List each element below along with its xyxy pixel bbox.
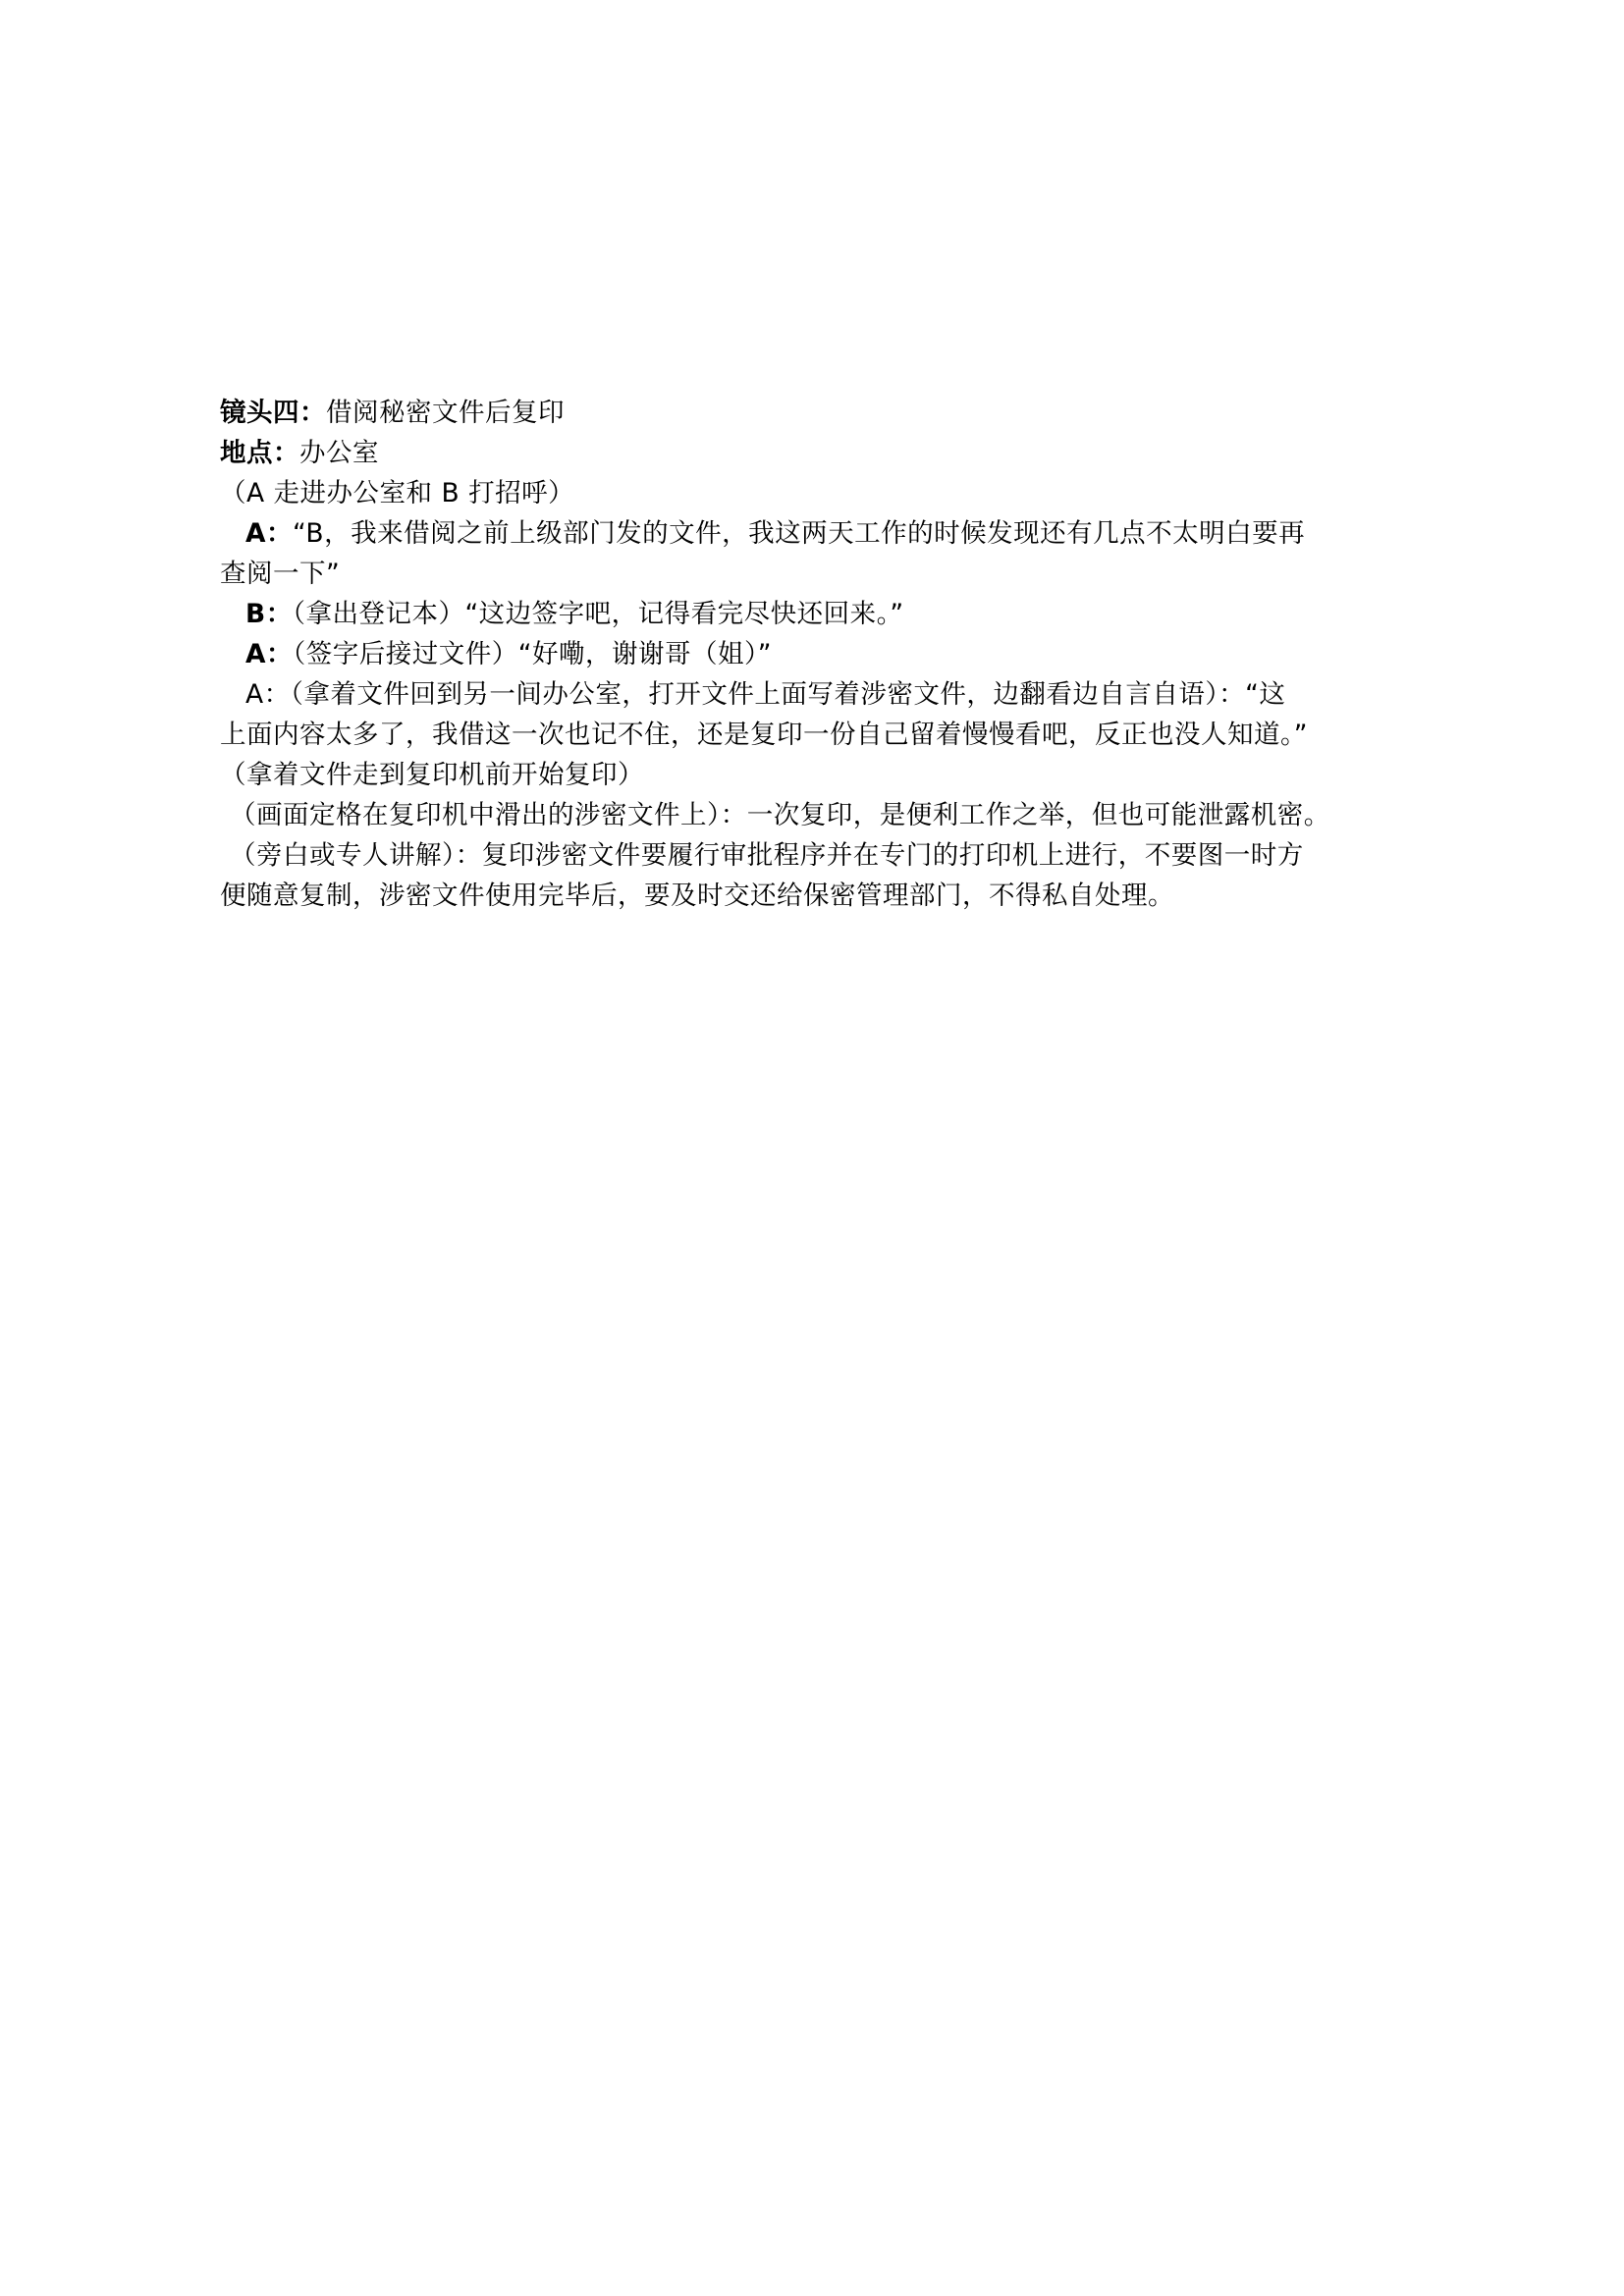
scene-location-text: 办公室 bbox=[299, 438, 379, 468]
scene-title-label: 镜头四： bbox=[220, 398, 326, 428]
dialogue-a-monologue bbox=[220, 674, 1437, 715]
dialogue-b-sign-text: （拿出登记本）“这边签字吧，记得看完尽快还回来。” bbox=[292, 599, 904, 629]
freeze-frame-note: （画面定格在复印机中滑出的涉密文件上）：一次复印，是便利工作之举，但也可能泄露机密。 bbox=[230, 800, 1330, 830]
scene-location bbox=[220, 433, 1437, 473]
speaker-a: A： bbox=[245, 639, 294, 669]
narration-note: （旁白或专人讲解）：复印涉密文件要履行审批程序并在专门的打印机上进行，不要图一时方 bbox=[230, 840, 1304, 871]
dialogue-a-thanks bbox=[220, 634, 1437, 674]
dialogue-a-borrow-continued: 查阅一下” bbox=[220, 559, 341, 589]
narration-note-continued: 便随意复制，涉密文件使用完毕后，要及时交还给保密管理部门，不得私自处理。 bbox=[220, 881, 1174, 911]
speaker-a-plain: A： bbox=[245, 679, 291, 710]
dialogue-a-borrow-text: “B，我来借阅之前上级部门发的文件，我这两天工作的时候发现还有几点不太明白要再 bbox=[293, 518, 1306, 549]
dialogue-a-borrow bbox=[220, 513, 1437, 554]
speaker-a: A： bbox=[245, 518, 294, 549]
dialogue-a-monologue-continued: 上面内容太多了，我借这一次也记不住，还是复印一份自己留着慢慢看吧，反正也没人知道。” bbox=[220, 720, 1308, 750]
scene-location-label: 地点： bbox=[220, 438, 299, 468]
stage-direction-enter: （A 走进办公室和 B 打招呼） bbox=[220, 478, 575, 508]
script-body bbox=[220, 393, 1437, 916]
scene-title-text: 借阅秘密文件后复印 bbox=[326, 398, 565, 428]
scene-title bbox=[220, 393, 1437, 433]
stage-direction-copy: （拿着文件走到复印机前开始复印） bbox=[220, 760, 644, 790]
dialogue-b-sign bbox=[220, 594, 1437, 634]
speaker-b: B： bbox=[245, 599, 293, 629]
dialogue-a-thanks-text: （签字后接过文件）“好嘞，谢谢哥（姐）” bbox=[293, 639, 772, 669]
dialogue-a-monologue-text: （拿着文件回到另一间办公室，打开文件上面写着涉密文件，边翻看边自言自语）：“这 bbox=[290, 679, 1286, 710]
